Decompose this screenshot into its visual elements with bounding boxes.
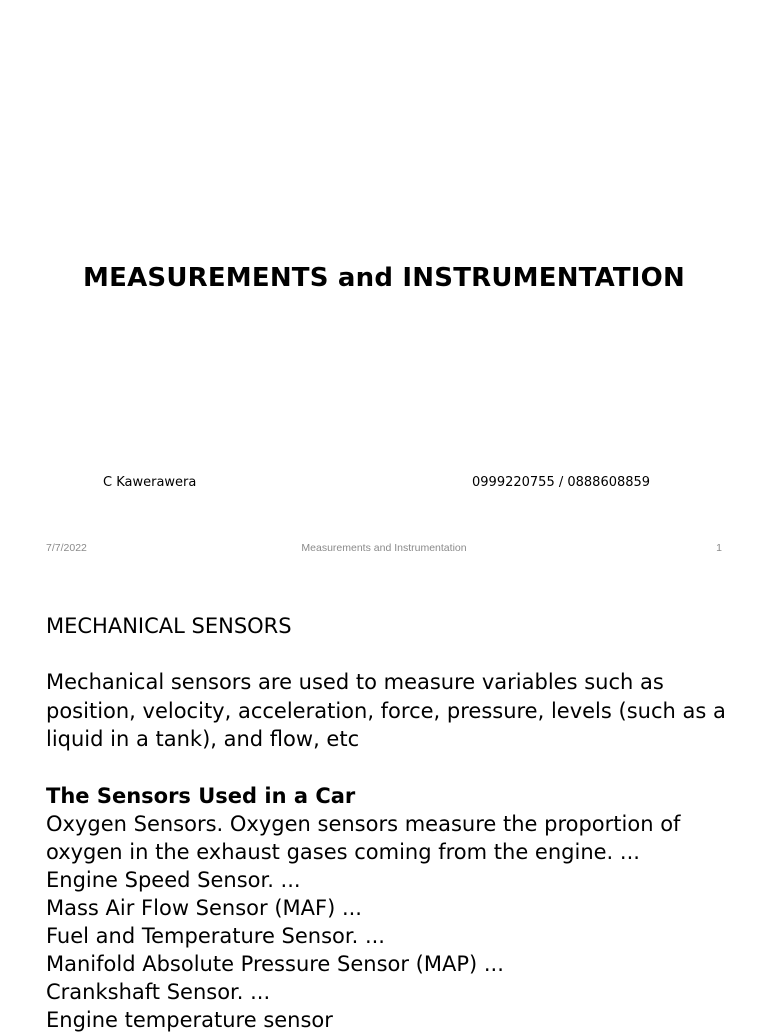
author-name: C Kawerawera [103,475,197,490]
list-item: Engine Speed Sensor. ... [46,867,301,892]
sensor-list [46,810,736,1034]
content-slide [46,612,736,1034]
footer-title: Measurements and Instrumentation [301,542,467,554]
author-phone: 0999220755 / 0888608859 [472,475,651,490]
list-item: Manifold Absolute Pressure Sensor (MAP) ... [46,951,504,976]
list-item: Oxygen Sensors. Oxygen sensors measure the proportion of oxygen in the exhaust gases coming from the engine. ... [46,811,681,864]
intro-paragraph: Mechanical sensors are used to measure variables such as position, velocity, acceleration, force, pressure, levels (such as a liquid in a tank), and flow, etc [46,670,726,751]
list-item: Engine temperature sensor [46,1007,333,1032]
section-heading: MECHANICAL SENSORS [46,614,292,638]
list-item: Fuel and Temperature Sensor. ... [46,923,385,948]
footer-page-number: 1 [716,542,722,554]
slide-title: MEASUREMENTS and INSTRUMENTATION [83,263,685,293]
footer-date: 7/7/2022 [46,542,87,554]
list-item: Crankshaft Sensor. ... [46,979,271,1004]
sensors-subheading: The Sensors Used in a Car [46,783,356,808]
list-item: Mass Air Flow Sensor (MAF) ... [46,895,362,920]
